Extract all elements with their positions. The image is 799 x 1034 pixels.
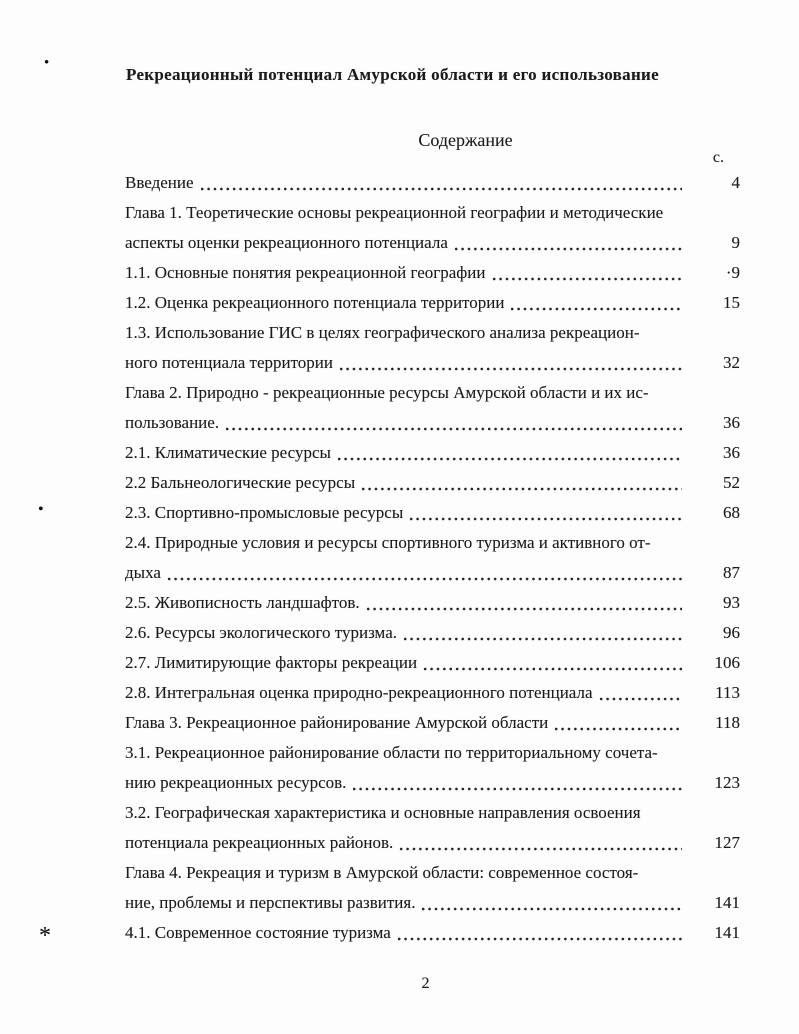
toc-entry-text: Глава 3. Рекреационное районирование Амурской области [125, 713, 549, 732]
toc-page-number: 36 [723, 443, 740, 462]
toc-row [125, 468, 740, 498]
toc-row [125, 228, 740, 258]
toc-row [125, 528, 740, 558]
toc-page-number: 93 [723, 593, 740, 612]
toc-entry-text: 1.1. Основные понятия рекреационной географии [125, 263, 486, 282]
margin-mark-icon: • [44, 55, 50, 71]
dot-leader [398, 828, 682, 858]
dot-leader [509, 288, 682, 318]
toc-entry-text: 2.4. Природные условия и ресурсы спортивного туризма и активного от- [125, 533, 651, 552]
dot-leader [360, 468, 682, 498]
dot-leader [402, 618, 682, 648]
toc-entry-text: дыха [125, 563, 161, 582]
toc-row [125, 708, 740, 738]
dot-leader [396, 918, 682, 948]
toc-row [125, 348, 740, 378]
toc-entry-text: 2.2 Бальнеологические ресурсы [125, 473, 356, 492]
toc-page-number: 118 [715, 713, 740, 732]
toc-entry-text: ние, проблемы и перспективы развития. [125, 893, 416, 912]
toc-page-number: 141 [714, 923, 740, 942]
dot-leader [224, 408, 682, 438]
toc-row [125, 918, 740, 948]
toc-row [125, 498, 740, 528]
toc-entry-text: 3.1. Рекреационное районирование области по территориальному сочета- [125, 743, 658, 762]
toc-row [125, 198, 740, 228]
page-number: 2 [421, 975, 430, 992]
dot-leader [166, 558, 682, 588]
toc-row [125, 738, 740, 768]
toc-page-number: 87 [723, 563, 740, 582]
toc-page-number: 52 [723, 473, 740, 492]
toc-list [125, 168, 740, 948]
toc-entry-text: Глава 4. Рекреация и туризм в Амурской области: современное состоя- [125, 863, 639, 882]
toc-page-number: 68 [723, 503, 740, 522]
dot-leader [338, 348, 682, 378]
toc-row [125, 888, 740, 918]
toc-entry-text: Глава 1. Теоретические основы рекреационной географии и методические [125, 203, 664, 222]
toc-row [125, 768, 740, 798]
toc-page-number: 4 [731, 173, 740, 192]
toc-entry-text: аспекты оценки рекреационного потенциала [125, 233, 448, 252]
dot-leader [408, 498, 682, 528]
dot-leader [365, 588, 682, 618]
toc-page-number: 113 [715, 683, 740, 702]
toc-entry-text: нию рекреационных ресурсов. [125, 773, 347, 792]
dot-leader [199, 168, 682, 198]
dot-leader [491, 258, 683, 288]
toc-entry-text: 1.2. Оценка рекреационного потенциала территории [125, 293, 505, 312]
dot-leader [420, 888, 682, 918]
toc-row [125, 408, 740, 438]
toc-page-number: 141 [714, 893, 740, 912]
contents-heading: Содержание [418, 130, 513, 150]
toc-row [125, 588, 740, 618]
toc-row [125, 258, 740, 288]
toc-page-number: 32 [723, 353, 740, 372]
toc-entry-text: 2.5. Живописность ландшафтов. [125, 593, 360, 612]
dot-leader [453, 228, 682, 258]
toc-row [125, 168, 740, 198]
toc-entry-text: 2.3. Спортивно-промысловые ресурсы [125, 503, 404, 522]
toc-page-number: 9 [731, 233, 740, 252]
toc-row [125, 288, 740, 318]
toc-row [125, 648, 740, 678]
dot-leader [351, 768, 682, 798]
dot-leader [598, 678, 682, 708]
dot-leader [336, 438, 682, 468]
document-title: Рекреационный потенциал Амурской области и его использование [125, 65, 659, 84]
toc-row [125, 438, 740, 468]
toc-entry-text: Глава 2. Природно - рекреационные ресурсы Амурской области и их ис- [125, 383, 649, 402]
toc-page-number: 106 [714, 653, 740, 672]
toc-row [125, 558, 740, 588]
toc-row [125, 828, 740, 858]
toc-page-number: 123 [714, 773, 740, 792]
toc-entry-text: 2.6. Ресурсы экологического туризма. [125, 623, 397, 642]
dot-leader [422, 648, 682, 678]
toc-row [125, 318, 740, 348]
dot-leader [553, 708, 682, 738]
toc-row [125, 378, 740, 408]
toc-page-number: 36 [723, 413, 740, 432]
toc-row [125, 858, 740, 888]
toc-entry-text: Введение [125, 173, 194, 192]
margin-mark-icon: * [39, 923, 51, 949]
toc-row [125, 678, 740, 708]
page-content [125, 0, 740, 948]
toc-page-number: 15 [723, 293, 740, 312]
toc-entry-text: 1.3. Использование ГИС в целях географического анализа рекреацион- [125, 323, 640, 342]
toc-page-number: ·9 [725, 263, 740, 282]
toc-entry-text: пользование. [125, 413, 220, 432]
toc-entry-text: ного потенциала территории [125, 353, 333, 372]
toc-page-number: 127 [714, 833, 740, 852]
toc-row [125, 798, 740, 828]
margin-mark-icon: • [38, 501, 44, 518]
toc-entry-text: 2.7. Лимитирующие факторы рекреации [125, 653, 418, 672]
toc-entry-text: потенциала рекреационных районов. [125, 833, 394, 852]
toc-entry-text: 2.8. Интегральная оценка природно-рекреационного потенциала [125, 683, 593, 702]
toc-entry-text: 4.1. Современное состояние туризма [125, 923, 391, 942]
toc-page-number: 96 [723, 623, 740, 642]
toc-entry-text: 2.1. Климатические ресурсы [125, 443, 331, 462]
toc-row [125, 618, 740, 648]
page-column-label: с. [712, 149, 724, 166]
toc-entry-text: 3.2. Географическая характеристика и основные направления освоения [125, 803, 641, 822]
